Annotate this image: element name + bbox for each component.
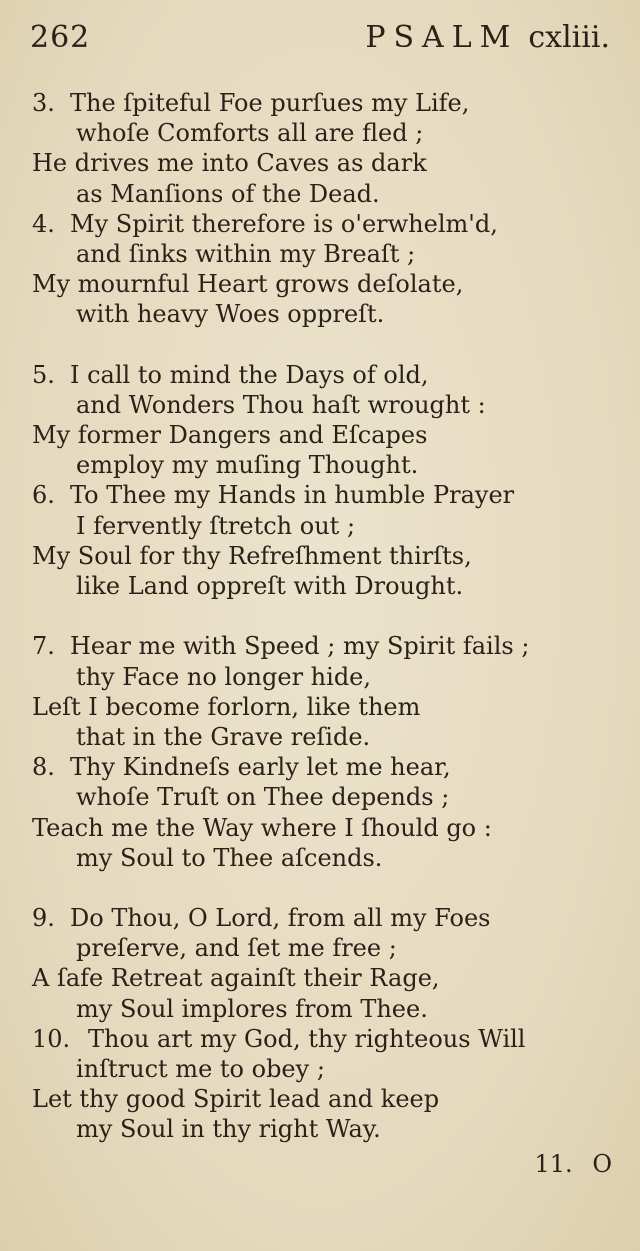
verse-line	[0, 299, 640, 329]
verse-number: 4.	[32, 209, 55, 238]
stanza	[0, 903, 640, 1145]
verse-text: with heavy Woes oppreſt.	[76, 300, 385, 329]
verse-text: To Thee my Hands in humble Prayer	[70, 481, 515, 510]
verse-text: like Land oppreſt with Drought.	[76, 572, 464, 600]
verse-number: 10.	[32, 1024, 71, 1053]
verse-first-line	[0, 480, 640, 510]
stanza-gap	[0, 330, 640, 360]
verse-number: 6.	[32, 481, 55, 510]
verse-line	[0, 692, 640, 722]
verse-text: Let thy good Spirit lead and keep	[32, 1085, 440, 1114]
running-head	[365, 20, 610, 55]
verse-text: The ſpiteful Foe purſues my Life,	[70, 89, 470, 117]
verse-first-line	[0, 631, 640, 661]
verse-text: and Wonders Thou haſt wrought :	[76, 390, 486, 419]
verse-line	[0, 994, 640, 1024]
verse-text: employ my muſing Thought.	[76, 451, 419, 480]
verse-first-line	[0, 752, 640, 782]
verse-first-line	[0, 88, 640, 118]
verse-text: and ſinks within my Breaſt ;	[76, 239, 416, 268]
verse-text: My Soul for thy Refreſhment thirſts,	[32, 541, 472, 570]
running-head-title: PSALM	[365, 20, 519, 55]
verse-text: Do Thou, O Lord, from all my Foes	[70, 904, 491, 933]
psalm-number: cxliii.	[528, 20, 610, 55]
verse-text: as Manſions of the Dead.	[76, 179, 380, 208]
verse-line	[0, 118, 640, 148]
verse-text: Leſt I become forlorn, like them	[32, 692, 421, 721]
page-header	[30, 20, 610, 64]
verse-text: My former Dangers and Eſcapes	[32, 421, 428, 450]
verse-text: A ſafe Retreat againſt their Rage,	[32, 964, 440, 993]
verse-text: He drives me into Caves as dark	[32, 149, 427, 178]
page-number: 262	[30, 20, 91, 55]
verse-line	[0, 239, 640, 269]
verse-line	[0, 782, 640, 812]
verse-line	[0, 1114, 640, 1144]
verse-text: preſerve, and ſet me free ;	[76, 934, 397, 963]
stanza	[0, 360, 640, 602]
verse-number: 3.	[32, 89, 55, 117]
verse-text: Hear me with Speed ; my Spirit fails ;	[70, 632, 530, 661]
verse-text: I call to mind the Days of old,	[70, 360, 429, 389]
verse-line	[0, 843, 640, 873]
verse-line	[0, 179, 640, 209]
verse-text: my Soul implores from Thee.	[76, 994, 428, 1023]
verse-line	[0, 963, 640, 993]
verse-line	[0, 1054, 640, 1084]
verse-text: Thy Kindneſs early let me hear,	[70, 753, 451, 782]
verse-text: whoſe Comforts all are fled ;	[76, 119, 424, 148]
verse-first-line	[0, 903, 640, 933]
verse-number: 5.	[32, 360, 55, 389]
verse-line	[0, 511, 640, 541]
verse-text: My mournful Heart grows deſolate,	[32, 270, 464, 299]
verse-text: thy Face no longer hide,	[76, 662, 372, 691]
verse-number: 7.	[32, 632, 55, 661]
verse-text: Teach me the Way where I ſhould go :	[32, 813, 492, 842]
verse-line	[0, 269, 640, 299]
verse-first-line	[0, 1024, 640, 1054]
verse-text: My Spirit therefore is o'erwhelm'd,	[70, 209, 498, 238]
verse-text: whoſe Truſt on Thee depends ;	[76, 783, 450, 812]
verse-line	[0, 813, 640, 843]
verse-line	[0, 571, 640, 601]
catchword: 11. O	[534, 1150, 612, 1178]
verse-number: 8.	[32, 753, 55, 782]
verse-line	[0, 420, 640, 450]
verse-line	[0, 933, 640, 963]
psalm-text	[0, 88, 640, 1145]
stanza-gap	[0, 601, 640, 631]
verse-line	[0, 1084, 640, 1114]
verse-line	[0, 662, 640, 692]
verse-text: my Soul to Thee aſcends.	[76, 843, 383, 872]
verse-text: my Soul in thy right Way.	[76, 1115, 381, 1144]
verse-number: 9.	[32, 904, 55, 933]
stanza	[0, 631, 640, 873]
verse-text: inſtruct me to obey ;	[76, 1055, 325, 1083]
verse-text: I fervently ſtretch out ;	[76, 511, 356, 540]
verse-line	[0, 722, 640, 752]
stanza-gap	[0, 873, 640, 903]
verse-line	[0, 541, 640, 571]
verse-first-line	[0, 360, 640, 390]
verse-text: Thou art my God, thy righteous Will	[88, 1024, 526, 1053]
verse-line	[0, 450, 640, 480]
stanza	[0, 88, 640, 330]
verse-line	[0, 148, 640, 178]
verse-text: that in the Grave reſide.	[76, 722, 371, 751]
verse-first-line	[0, 209, 640, 239]
verse-line	[0, 390, 640, 420]
